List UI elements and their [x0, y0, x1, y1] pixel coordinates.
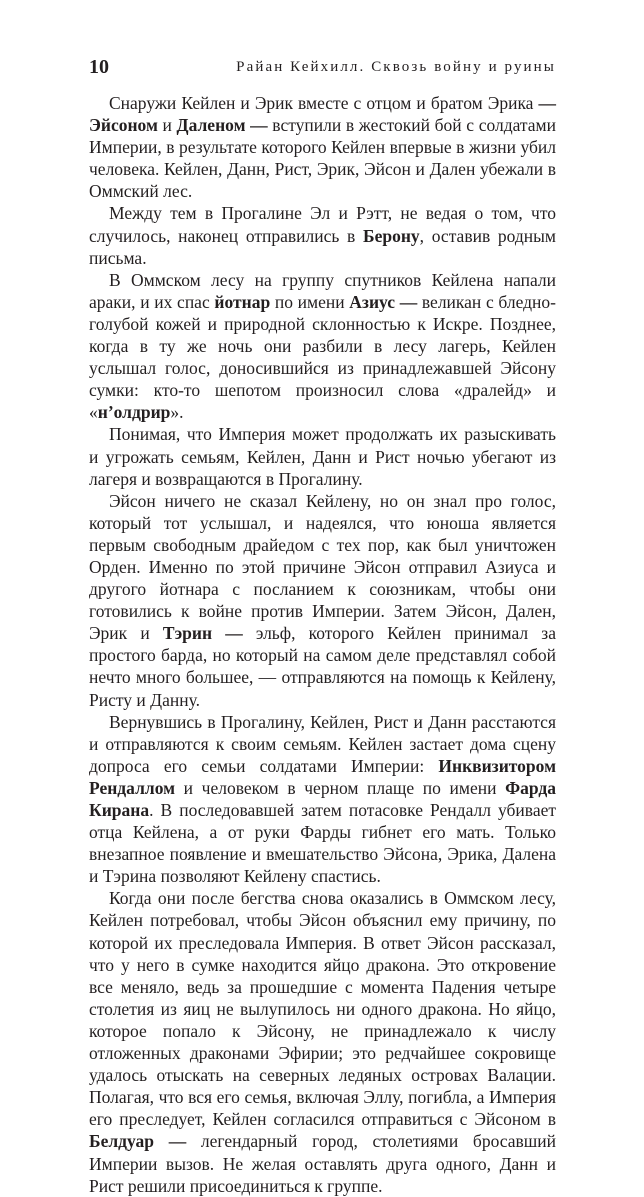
- running-title: Райан Кейхилл. Сквозь войну и руины: [236, 59, 556, 75]
- text-run: Понимая, что Империя может продолжать их разыскивать и угрожать семьям, Кейлен, Данн и Рист ночью убегают из лагеря и возвращаются в Прогалину.: [89, 424, 556, 489]
- text-run: . В последовавшей затем потасовке Рендалл убивает отца Кейлена, а от руки Фарды гибнет его мать. Только внезапное появление и вмешательство Эйсона, Эрика, Далена и Тэрина позволяют Кейлену спастись.: [89, 800, 556, 887]
- bold-term: Инквизитором Рендаллом: [89, 755, 556, 798]
- text-run: великан с бледно-голубой кожей и природной склонностью к Искре. Позднее, когда в ту же ночь они разбили в лесу лагерь, Кейлен услышал голос, доносившийся из принадлежавшей Эйсону сумки: кто-то шепотом произносил слова «дралейд» и «: [89, 291, 556, 423]
- text-run: Эйсон ничего не сказал Кейлену, но он знал про голос, который тот услышал, и надеялся, что юноша является первым свободным драйедом с тех пор, как был уничтожен Орден. Именно по этой причине Эйсон отправил Азиуса и другого йотнара с посланием к союзникам, чтобы они готовились к войне против Империи. Затем Эйсон, Дален, Эрик и: [89, 490, 556, 644]
- bold-term: Азиус —: [349, 291, 418, 312]
- text-run: Вернувшись в Прогалину, Кейлен, Рист и Данн расстаются и отправляются к своим семьям. Кейлен застает дома сцену допроса его семьи солдатами Империи:: [89, 711, 556, 776]
- text-run: эльф, которого Кейлен принимал за простого барда, но который на самом деле представлял собой нечто много большее, — отправляются на помощь к Кейлену, Ристу и Данну.: [89, 623, 556, 710]
- paragraph: [89, 490, 556, 711]
- bold-term: — Эйсоном: [89, 93, 556, 136]
- text-run: Снаружи Кейлен и Эрик вместе с отцом и братом Эрика: [109, 93, 539, 113]
- text-run: Когда они после бегства снова оказались в Оммском лесу, Кейлен потребовал, чтобы Эйсон объяснил ему причину, по которой их преследовала Империя. В ответ Эйсон рассказал, что у него в сумке находится яйцо дракона. Это откровение все меняло, ведь за прошедшие с момента Падения четыре столетия из яиц не вылупилось ни одного дракона. Но яйцо, которое попало к Эйсону, не принадлежало к числу отложенных драконами Эфирии; это редчайшее сокровище удалось отыскать на северных ледяных островах Валации. Полагая, что вся его семья, включая Эллу, погибла, а Империя его преследует, Кейлен согласился отправиться с Эйсоном в: [89, 888, 556, 1130]
- text-run: и человеком в черном плаще по имени: [175, 777, 506, 798]
- text-run: В Оммском лесу на группу спутников Кейлена напали араки, и их спас: [89, 269, 556, 312]
- text-run: , оставив родным письма.: [89, 225, 556, 268]
- page-number: 10: [89, 56, 109, 78]
- bold-term: йотнар: [214, 291, 271, 312]
- text-run: и: [157, 115, 177, 136]
- paragraph: [89, 202, 556, 268]
- paragraph: [89, 887, 556, 1196]
- bold-term: Тэрин —: [162, 623, 243, 644]
- text-run: по имени: [270, 291, 350, 312]
- paragraph: [89, 92, 556, 202]
- body-text: [89, 92, 556, 1197]
- text-run: вступили в жестокий бой с солдатами Империи, в результате которого Кейлен впервые в жизни убил человека. Кейлен, Данн, Рист, Эрик, Эйсон и Дален убежали в Оммский лес.: [89, 115, 556, 202]
- text-run: легендарный город, столетиями бросавший Империи вызов. Не желая оставлять друга одного, Данн и Рист решили присоединиться к группе.: [89, 1131, 556, 1196]
- text-run: Между тем в Прогалине Эл и Рэтт, не ведая о том, что случилось, наконец отправились в: [89, 203, 556, 246]
- bold-term: Белдуар —: [89, 1131, 187, 1152]
- text-run: ».: [170, 402, 184, 423]
- paragraph: [89, 423, 556, 489]
- paragraph: [89, 711, 556, 888]
- bold-term: Берону: [363, 225, 420, 246]
- page-header: [89, 52, 556, 82]
- paragraph: [89, 269, 556, 424]
- bold-term: Фарда Кирана: [89, 777, 556, 820]
- bold-term: Даленом —: [176, 115, 268, 136]
- bold-term: н’олдрир: [97, 402, 171, 423]
